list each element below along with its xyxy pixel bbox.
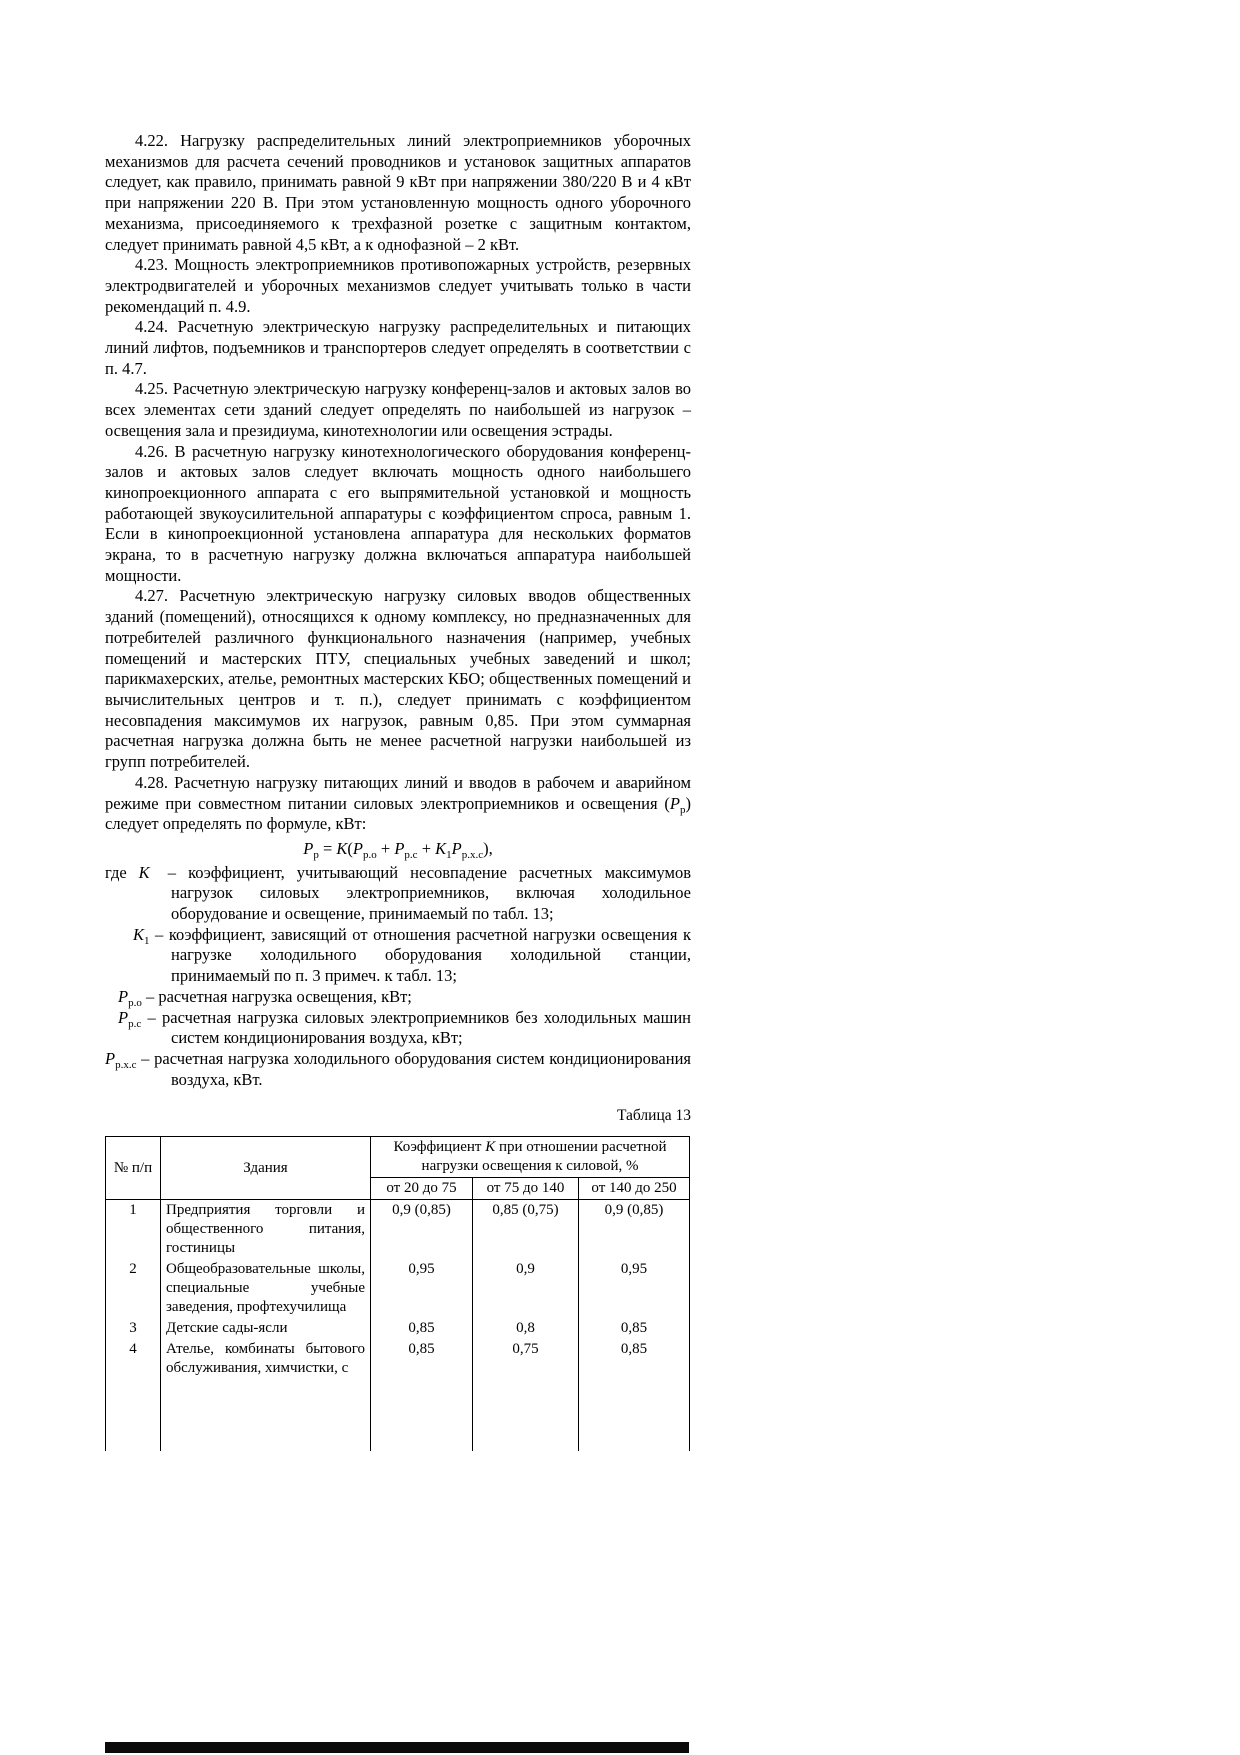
col-header-coefficient xyxy=(371,1137,690,1178)
definition-text: – коэффициент, зависящий от отношения расчетной нагрузки освещения к нагрузке холодильного оборудования холодильной станции, принимаемый по п. 3 примеч. к табл. 13; xyxy=(149,924,691,986)
formula-sub-pc: р.с xyxy=(404,848,418,861)
definition-text: – расчетная нагрузка освещения, кВт; xyxy=(141,986,412,1006)
symbol-P: P xyxy=(118,1007,129,1027)
symbol-K: К xyxy=(485,1139,496,1156)
definition-Ppxc xyxy=(105,1049,691,1090)
paragraph-4-22: 4.22. Нагрузку распределительных линий электроприемников уборочных механизмов для расчета сечений проводников и установок защитных аппаратов следует, как правило, принимать равной 9 кВт при напряжении 380/220 В и 4 кВт при напряжении 220 В. При этом установленную мощность одного уборочного механизма, присоединяемого к трехфазной розетке с защитным контактом, следует принимать равной 4,5 кВт, а к однофазной – 2 кВт. xyxy=(105,131,691,254)
row-building: Детские сады-ясли xyxy=(161,1318,371,1339)
row-building: Предприятия торговли и общественного питания, гостиницы xyxy=(161,1200,371,1260)
definition-K1 xyxy=(105,925,691,987)
formula-K: K xyxy=(336,838,348,858)
paragraph-4-28 xyxy=(105,773,691,835)
table-row xyxy=(106,1318,690,1339)
row-num: 4 xyxy=(106,1339,161,1451)
row-value-2: 0,75 xyxy=(473,1339,579,1451)
row-value-3: 0,85 xyxy=(579,1318,690,1339)
paragraph-4-26: 4.26. В расчетную нагрузку кинотехнологического оборудования конференц-залов и актовых залов следует включать мощность одного наибольшего кинопроекционного аппарата с его выпрямительной установкой и мощность работающей звукоусилительной аппаратуры с коэффициентом спроса, равным 1. Если в кинопроекционной установлена аппаратура для нескольких форматов экрана, то в расчетную нагрузку должна включаться аппаратура наибольшей мощности. xyxy=(105,441,691,585)
row-building: Ателье, комбинаты бытового обслуживания, химчистки, с xyxy=(161,1339,371,1451)
col-header-buildings: Здания xyxy=(161,1137,371,1200)
paragraph-4-27: 4.27. Расчетную электрическую нагрузку силовых вводов общественных зданий (помещений), относящихся к одному комплексу, но предназначенных для потребителей различного функционального назначения (например, учебных помещений и мастерских ПТУ, специальных учебных заведений и школ; парикмахерских, ателье, ремонтных мастерских КБО; общественных помещений и вычислительных центров и т. п.), следует принимать с коэффициентом несовпадения максимумов их нагрузок, равным 0,85. При этом суммарная расчетная нагрузка должна быть не менее расчетной нагрузки наибольшей из групп потребителей. xyxy=(105,586,691,772)
text-column xyxy=(105,131,691,1451)
row-num: 3 xyxy=(106,1318,161,1339)
definition-text: – коэффициент, учитывающий несовпадение расчетных максимумов нагрузок силовых электроприемников, включая холодильное оборудование и освещение, принимаемый по табл. 13; xyxy=(155,862,691,924)
symbol-K: K xyxy=(133,924,145,944)
definition-text: – расчетная нагрузка силовых электроприемников без холодильных машин систем кондиционирования воздуха, кВт; xyxy=(141,1007,691,1048)
row-value-2: 0,8 xyxy=(473,1318,579,1339)
symbol-P: P xyxy=(105,1048,116,1068)
paragraph-4-28-text: 4.28. Расчетную нагрузку питающих линий и вводов в рабочем и аварийном режиме при совместном питании силовых электроприемников и освещения ( xyxy=(105,772,691,813)
paragraph-4-23: 4.23. Мощность электроприемников противопожарных устройств, резервных электродвигателей и уборочных механизмов следует учитывать только в части рекомендаций п. 4.9. xyxy=(105,255,691,316)
formula-sub-pxc: р.х.с xyxy=(461,848,484,861)
group-header-text: Коэффициент xyxy=(393,1139,486,1156)
formula-P: P xyxy=(451,838,462,858)
col-header-range-2: от 75 до 140 xyxy=(473,1178,579,1200)
paragraph-4-24: 4.24. Расчетную электрическую нагрузку распределительных и питающих линий лифтов, подъемников и транспортеров следует определять в соответствии с п. 4.7. xyxy=(105,317,691,378)
formula-sub-k1: 1 xyxy=(446,848,452,861)
formula-sub-po: р.о xyxy=(363,848,377,861)
definition-Ppc xyxy=(105,1008,691,1049)
symbol-K: K xyxy=(138,862,150,882)
table-row xyxy=(106,1259,690,1318)
table-row xyxy=(106,1339,690,1451)
symbol-P: P xyxy=(669,793,680,813)
paragraph-4-28-text-after: ) следует определять по формуле, кВт: xyxy=(105,793,691,834)
row-value-3: 0,95 xyxy=(579,1259,690,1318)
col-header-num: № п/п xyxy=(106,1137,161,1200)
formula-plus: + xyxy=(376,838,395,858)
row-value-1: 0,95 xyxy=(371,1259,473,1318)
formula-P: P xyxy=(394,838,405,858)
symbol-subscript: 1 xyxy=(144,934,150,947)
table-13 xyxy=(105,1136,690,1451)
row-num: 1 xyxy=(106,1200,161,1260)
col-header-range-1: от 20 до 75 xyxy=(371,1178,473,1200)
formula-close-paren: ), xyxy=(483,838,493,858)
table-header-row xyxy=(106,1137,690,1178)
definition-Ppo xyxy=(105,987,691,1008)
formula-K: K xyxy=(435,838,447,858)
definition-prefix: где xyxy=(105,862,127,882)
formula-equals: = xyxy=(318,838,337,858)
row-num: 2 xyxy=(106,1259,161,1318)
formula-pp xyxy=(105,839,691,860)
row-value-2: 0,9 xyxy=(473,1259,579,1318)
row-value-3: 0,9 (0,85) xyxy=(579,1200,690,1260)
paragraph-4-25: 4.25. Расчетную электрическую нагрузку конференц-залов и актовых залов во всех элементах сети зданий следует определять по наибольшей из нагрузок – освещения зала и президиума, кинотехнологии или освещения эстрады. xyxy=(105,379,691,440)
formula-P: P xyxy=(352,838,364,858)
formula-P: P xyxy=(303,838,314,858)
symbol-P-subscript: р xyxy=(680,803,686,816)
definition-K xyxy=(105,863,691,925)
formula-plus: + xyxy=(417,838,436,858)
table-row xyxy=(106,1200,690,1260)
row-value-1: 0,9 (0,85) xyxy=(371,1200,473,1260)
table-caption: Таблица 13 xyxy=(616,1107,691,1125)
formula-open-paren: ( xyxy=(347,838,353,858)
symbol-subscript: р.о xyxy=(128,996,142,1009)
formula-sub-p: р xyxy=(313,848,319,861)
symbol-subscript: р.х.с xyxy=(115,1058,137,1071)
row-value-1: 0,85 xyxy=(371,1339,473,1451)
row-building: Общеобразовательные школы, специальные учебные заведения, профтехучилища xyxy=(161,1259,371,1318)
symbol-subscript: р.с xyxy=(128,1017,142,1030)
page-cut-scan-artifact xyxy=(105,1742,689,1753)
symbol-P: P xyxy=(118,986,129,1006)
row-value-1: 0,85 xyxy=(371,1318,473,1339)
col-header-range-3: от 140 до 250 xyxy=(579,1178,690,1200)
group-header-text-after: при отношении расчетной нагрузки освещения к силовой, % xyxy=(421,1139,667,1175)
definition-text: – расчетная нагрузка холодильного оборудования систем кондиционирования воздуха, кВт. xyxy=(136,1048,691,1089)
row-value-3: 0,85 xyxy=(579,1339,690,1451)
row-value-2: 0,85 (0,75) xyxy=(473,1200,579,1260)
